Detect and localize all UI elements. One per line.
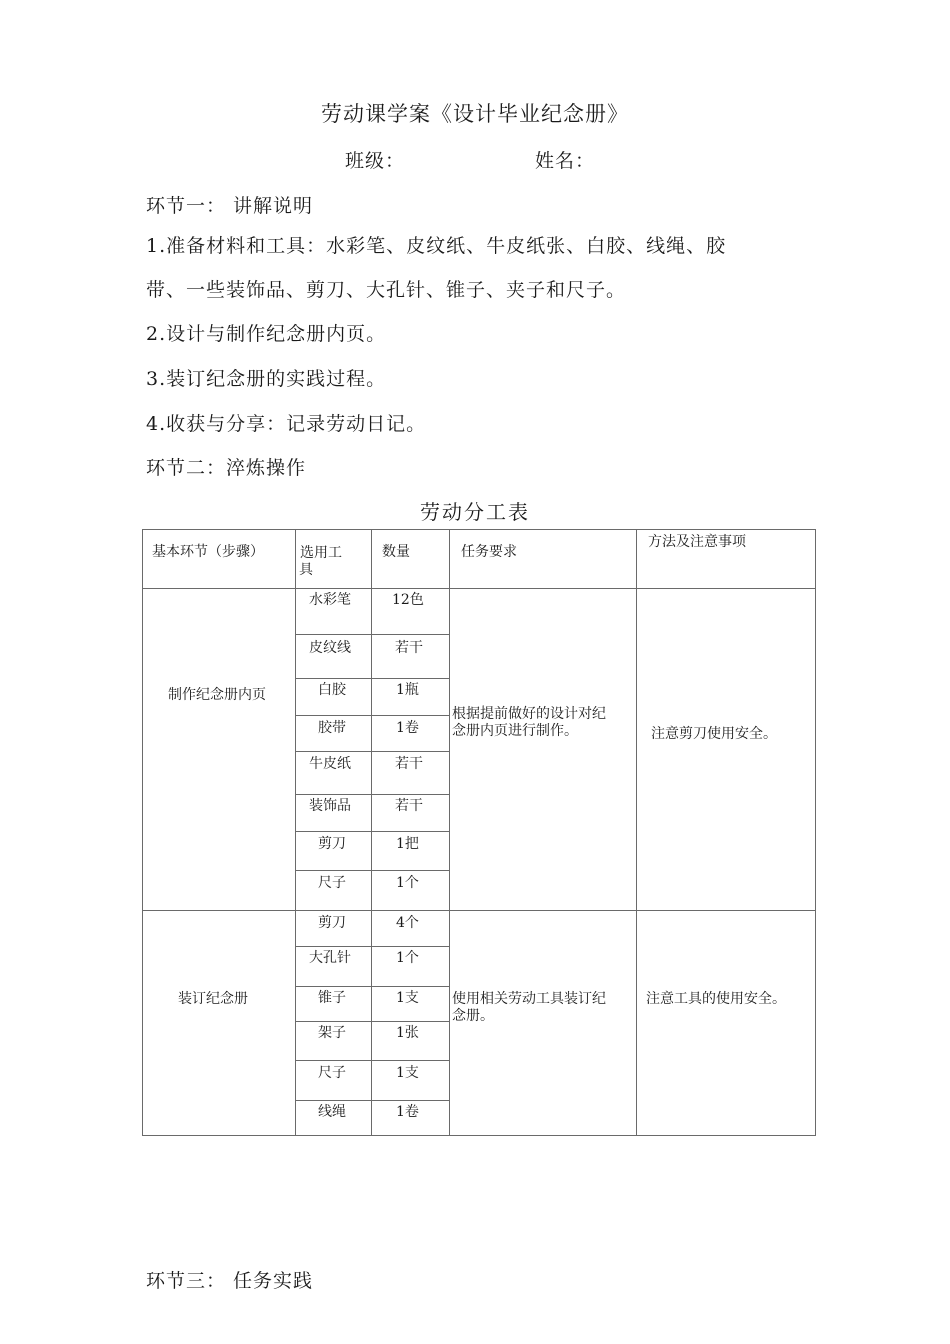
table-border-bottom: [142, 1135, 816, 1136]
row-line: [295, 715, 449, 716]
row-line: [295, 634, 449, 635]
row-line: [295, 831, 449, 832]
table-col-line-3: [449, 529, 450, 1136]
group1-step: 制作纪念册内页: [168, 687, 266, 703]
row-line: [295, 986, 449, 987]
group1-tool: 剪刀: [318, 836, 346, 852]
group1-task-line2: 念册内页进行制作。: [452, 723, 578, 739]
group2-qty: 1个: [396, 950, 419, 966]
group1-qty: 1卷: [396, 720, 419, 736]
table-border-right: [815, 529, 816, 1136]
group1-task-line1: 根据提前做好的设计对纪: [452, 706, 606, 722]
header-step: 基本环节（步骤）: [152, 544, 264, 560]
class-label: 班级：: [345, 150, 406, 172]
row-line: [295, 751, 449, 752]
section1-item4: 4.收获与分享：记录劳动日记。: [146, 413, 427, 435]
section1-item1-line1: 1.准备材料和工具：水彩笔、皮纹纸、牛皮纸张、白胶、线绳、胶: [146, 235, 727, 257]
row-line: [295, 946, 449, 947]
group2-qty: 1张: [396, 1025, 419, 1041]
section2-heading: 环节二：淬炼操作: [146, 457, 307, 479]
row-line: [295, 1021, 449, 1022]
group1-tool: 胶带: [318, 720, 346, 736]
group1-tool: 水彩笔: [309, 592, 351, 608]
table-title: 劳动分工表: [420, 500, 530, 524]
header-notes: 方法及注意事项: [648, 534, 746, 550]
group2-qty: 1支: [396, 1065, 419, 1081]
group2-step: 装订纪念册: [178, 991, 248, 1007]
header-tool-line2: 具: [299, 562, 313, 578]
table-col-line-1: [295, 529, 296, 1136]
group1-qty: 若干: [395, 798, 423, 814]
group1-tool: 白胶: [318, 682, 346, 698]
group2-tool: 尺子: [318, 1065, 346, 1081]
group2-qty: 4个: [396, 915, 419, 931]
group1-qty: 1把: [396, 836, 419, 852]
row-line: [295, 1100, 449, 1101]
table-group-separator: [142, 910, 816, 911]
group2-tool: 剪刀: [318, 915, 346, 931]
table-col-line-4: [636, 529, 637, 1136]
group1-tool: 尺子: [318, 875, 346, 891]
group1-tool: 装饰品: [309, 798, 351, 814]
row-line: [295, 794, 449, 795]
group1-qty: 若干: [395, 640, 423, 656]
section1-item2: 2.设计与制作纪念册内页。: [146, 323, 387, 345]
group2-qty: 1支: [396, 990, 419, 1006]
name-label: 姓名：: [535, 150, 596, 172]
group1-qty: 12色: [392, 592, 424, 608]
group2-tool: 锥子: [318, 990, 346, 1006]
table-border-left: [142, 529, 143, 1136]
group1-qty: 1瓶: [396, 682, 419, 698]
group1-notes: 注意剪刀使用安全。: [651, 726, 777, 742]
group1-tool: 皮纹线: [309, 640, 351, 656]
header-qty: 数量: [382, 544, 410, 560]
section1-item1-line2: 带、一些装饰品、剪刀、大孔针、锥子、夹子和尺子。: [146, 279, 627, 301]
group2-task-line1: 使用相关劳动工具装订纪: [452, 991, 606, 1007]
group2-qty: 1卷: [396, 1104, 419, 1120]
table-border-top: [142, 529, 816, 530]
group1-tool: 牛皮纸: [309, 756, 351, 772]
table-col-line-2: [371, 529, 372, 1136]
header-task: 任务要求: [461, 544, 517, 560]
section3-heading: 环节三： 任务实践: [146, 1270, 314, 1292]
table-header-separator: [142, 588, 816, 589]
section1-item3: 3.装订纪念册的实践过程。: [146, 368, 387, 390]
section1-heading: 环节一： 讲解说明: [146, 195, 314, 217]
header-tool-line1: 选用工: [300, 545, 342, 561]
group2-tool: 线绳: [318, 1104, 346, 1120]
row-line: [295, 1060, 449, 1061]
group2-tool: 大孔针: [309, 950, 351, 966]
group2-task-line2: 念册。: [452, 1008, 494, 1024]
group1-qty: 若干: [395, 756, 423, 772]
row-line: [295, 678, 449, 679]
group1-qty: 1个: [396, 875, 419, 891]
group2-tool: 架子: [318, 1025, 346, 1041]
group2-notes: 注意工具的使用安全。: [646, 991, 786, 1007]
row-line: [295, 870, 449, 871]
document-title: 劳动课学案《设计毕业纪念册》: [321, 102, 629, 126]
